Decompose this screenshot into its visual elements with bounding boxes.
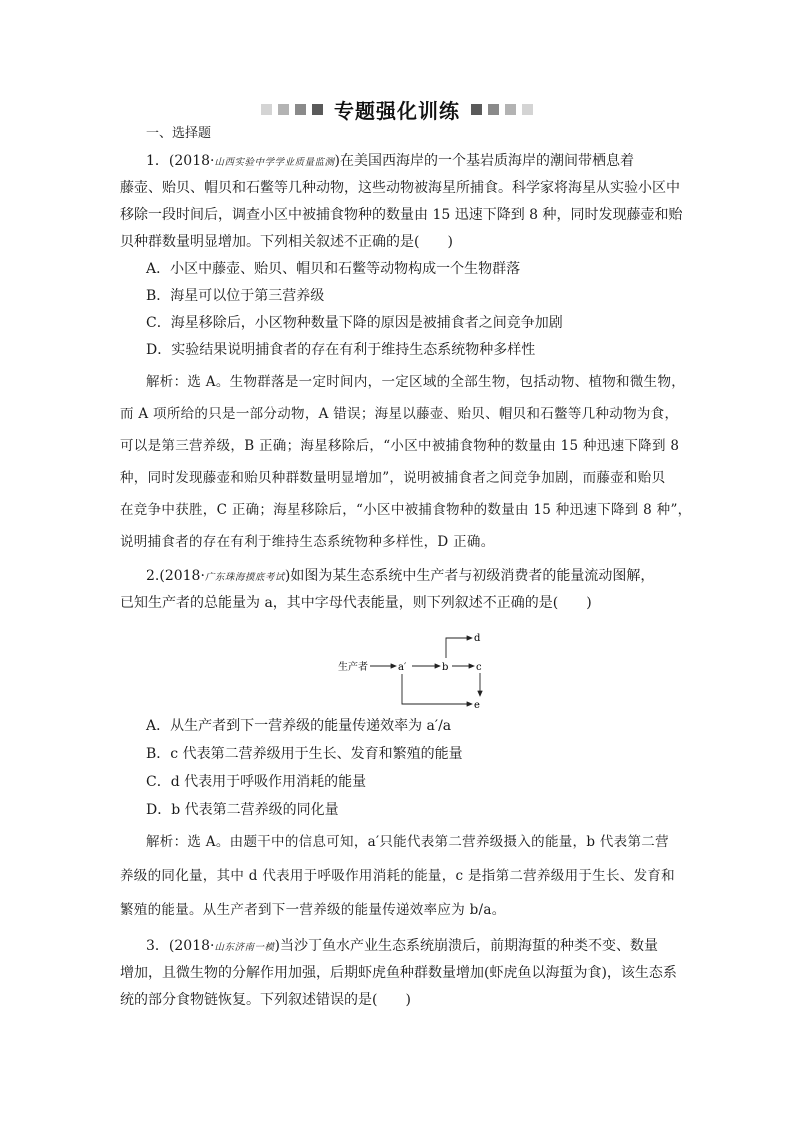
q1-number: 1． xyxy=(146,153,169,169)
q2-option-d: D．b 代表第二营养级的同化量 xyxy=(146,802,339,818)
decor-square-icon xyxy=(278,104,289,115)
decor-square-icon xyxy=(471,104,482,115)
q2-stem-line2: 已知生产者的总能量为 a，其中字母代表能量，则下列叙述不正确的是( ) xyxy=(120,595,592,611)
q1-source-open: (2018· xyxy=(168,153,215,169)
q3-source-open: (2018· xyxy=(168,938,215,954)
q2-source-open: (2018· xyxy=(159,568,205,584)
q3-source-close: ) xyxy=(274,938,280,954)
q1-stem-line4: 贝种群数量明显增加。下列相关叙述不正确的是( ) xyxy=(120,234,453,250)
q1-answer-line1: 解析：选 A。生物群落是一定时间内，一定区域的全部生物，包括动物、植物和微生物， xyxy=(146,374,686,390)
q2-source: 广东珠海摸底考试 xyxy=(204,572,285,583)
q2-number: 2. xyxy=(146,568,160,584)
arrow-b-to-d xyxy=(446,638,472,658)
q2-option-c: C．d 代表用于呼吸作用消耗的能量 xyxy=(146,774,367,790)
q1-option-b: B．海星可以位于第三营养级 xyxy=(146,288,325,304)
decor-square-icon xyxy=(522,104,533,115)
q2-option-b: B．c 代表第二营养级用于生长、发育和繁殖的能量 xyxy=(146,746,463,762)
node-b: b xyxy=(442,662,449,673)
decor-square-icon xyxy=(295,104,306,115)
title-banner xyxy=(0,94,794,124)
q1-stem-line1 xyxy=(146,151,634,173)
q3-text: 当沙丁鱼水产业生态系统崩溃后，前期海蜇的种类不变、数量 xyxy=(279,938,658,954)
energy-flow-diagram xyxy=(330,628,500,710)
decor-square-icon xyxy=(261,104,272,115)
q3-stem-line3: 统的部分食物链恢复。下列叙述错误的是( ) xyxy=(120,992,411,1008)
q2-text: 如图为某生态系统中生产者与初级消费者的能量流动图解， xyxy=(290,568,655,584)
q1-answer-line3: 可以是第三营养级，B 正确；海星移除后，“小区中被捕食物种的数量由 15 种迅速下降到 8 xyxy=(120,438,680,454)
node-d: d xyxy=(474,633,481,644)
q3-number: 3． xyxy=(146,938,169,954)
q2-answer-line2: 养级的同化量，其中 d 代表用于呼吸作用消耗的能量，c 是指第二营养级用于生长、发育和 xyxy=(120,868,675,884)
node-c: c xyxy=(476,662,482,673)
node-e: e xyxy=(474,700,480,710)
q1-answer-line5: 在竞争中获胜，C 正确；海星移除后，“小区中被捕食物种的数量由 15 种迅速下降到 8 种”， xyxy=(120,502,692,518)
q1-stem-line3: 移除一段时间后，调查小区中被捕食物种的数量由 15 迅速下降到 8 种，同时发现藤壶和贻 xyxy=(120,207,683,223)
q1-answer-line4: 种，同时发现藤壶和贻贝种群数量明显增加”，说明被捕食者之间竞争加剧，而藤壶和贻贝 xyxy=(120,470,666,486)
decor-square-icon xyxy=(312,104,323,115)
q1-option-c: C．海星移除后，小区物种数量下降的原因是被捕食者之间竞争加剧 xyxy=(146,315,563,331)
q2-answer-line1: 解析：选 A。由题干中的信息可知，a′只能代表第二营养级摄入的能量，b 代表第二营 xyxy=(146,834,669,850)
q2-option-a: A．从生产者到下一营养级的能量传递效率为 a′/a xyxy=(146,718,452,734)
q2-answer-line3: 繁殖的能量。从生产者到下一营养级的能量传递效率应为 b/a。 xyxy=(120,902,506,918)
q1-text: 在美国西海岸的一个基岩质海岸的潮间带栖息着 xyxy=(339,153,634,169)
q1-stem-line2: 藤壶、贻贝、帽贝和石鳖等几种动物，这些动物被海星所捕食。科学家将海星从实验小区中 xyxy=(120,180,680,196)
q1-source: 山西实验中学学业质量监测 xyxy=(214,157,335,168)
q1-answer-line6: 说明捕食者的存在有利于维持生态系统物种多样性，D 正确。 xyxy=(120,534,495,550)
q3-stem-line1 xyxy=(146,936,658,958)
q1-option-d: D．实验结果说明捕食者的存在有利于维持生态系统物种多样性 xyxy=(146,342,536,358)
q3-stem-line2: 增加，且微生物的分解作用加强，后期虾虎鱼种群数量增加(虾虎鱼以海蜇为食)，该生态系 xyxy=(120,965,677,981)
q2-stem-line1 xyxy=(146,566,654,588)
arrow-aprime-to-e xyxy=(402,674,472,704)
q1-answer-line2: 而 A 项所给的只是一部分动物，A 错误；海星以藤壶、贻贝、帽贝和石鳖等几种动物为食， xyxy=(120,406,679,422)
node-producer: 生产者 xyxy=(338,662,368,673)
section-heading: 一、选择题 xyxy=(146,126,212,141)
q1-option-a: A．小区中藤壶、贻贝、帽贝和石鳖等动物构成一个生物群落 xyxy=(146,261,521,277)
q3-source: 山东济南一模 xyxy=(214,942,275,953)
decor-square-icon xyxy=(505,104,516,115)
decor-square-icon xyxy=(488,104,499,115)
q2-source-close: ) xyxy=(284,568,291,584)
page-title: 专题强化训练 xyxy=(334,98,460,123)
q1-source-close: ) xyxy=(334,153,340,169)
node-a-prime: a′ xyxy=(398,662,407,673)
